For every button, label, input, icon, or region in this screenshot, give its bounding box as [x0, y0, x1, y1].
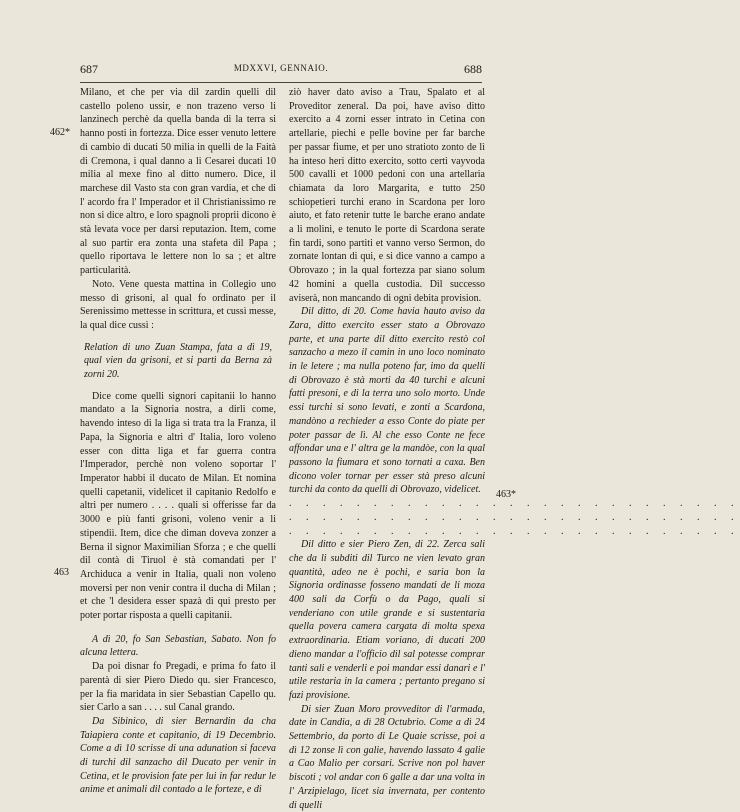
- running-title: MDXXVI, GENNAIO.: [233, 63, 329, 73]
- ellipsis-line: . . . . . . . . . . . . . . . . . . . . . . . . . . .: [289, 525, 740, 537]
- ellipsis-line: . . . . . . . . . . . . . . . . . . . . . . . . . . .: [289, 511, 740, 523]
- date-heading: A dì 20, fo San Sebastian, Sabato. Non fo alcuna lettera.: [80, 633, 276, 659]
- paragraph: Di sier Zuan Moro provveditor di l'armada, date in Candia, a dì 28 Octubrio. Come a dì 24 Settembrio, da porto di Le Quaie scrisse, poi a dì 12 zonse lì con galie, havendo lassato 4 galie a Cao Malio per corsari. Scrive non pol haver biscoti ; vol andar con 6 galle a dar una volta in l' Arzipielago, licet sia invernata, per contento di quelli: [289, 703, 485, 811]
- paragraph: Dil ditto e sier Piero Zen, di 22. Zerca sali che da li subditi dil Turco ne vien levato gran quantità, adeo ne è pochi, e saria bon la Signoria ordinasse fosseno mandati de li moza 400 sali da Corfù o da Pago, quali si venderiano con utile grande e si sustentaria quella povera camera cargata di molta spexa extraordinaria. Etiam voriano, di ducati 200 dieno mandar a l'officio dil sal potesse comprar tanti sali e venderli e poi mandar essi danari e l' utile restaria in la camera ; pertanto pregano si fazi provisione.: [289, 539, 485, 701]
- margin-number-463-right: 463*: [496, 489, 516, 500]
- paragraph: Dil ditto, di 20. Come havia hauto aviso da Zara, ditto exercito esser stato a Obrovazo parte, et una parte dil ditto exercito restò col sanzacho a mezo il camin in uno loco nominato in le letere ; ma nulla poteno far, imo da quelli di Obrovazo è stà morti da 40 turchi e alcuni fatti presoni, e di la terra uno solo morto. Unde essi turchi si sono levati, e zonti a Scardona, mandòno a rechieder a esso Conte do piate per poter passar de lì. Al che esso Conte ne fece affondar una e l' altra ge la mandòe, con la qual passono la fiumara et sono tornati a caxa. Ben dicono voler tornar per esser stà preso alcuni turchi da conto da quelli di Obrovazo, videlicet.: [289, 306, 485, 496]
- paragraph: Noto. Vene questa mattina in Collegio uno messo di grisoni, al qual fo ordinato per il Serenissimo mettesse in scrittura, et cussì messe, la qual dice cussì :: [80, 278, 276, 331]
- paragraph: ziò haver dato aviso a Trau, Spalato et al Proveditor zeneral. Da poi, have aviso ditto exercito a 4 zorni esser intrato in Cetina con artellarie, piechi e pelle bovine per far barche per passar fiume, et per uno stratioto zonto de lì ha inteso heri ditto exercito, sotto certi vayvoda 500 cavalli et 1000 pedoni con una artellaria chiamata da loro Margarita, e tutto 250 schiopetieri turchi erano in Scardona per loro aiuto, et fato retenir tutte le barche erano andate a li molini, e tenuto le porte di Scardona serate fin tardi, sono partiti et vanno verso Sermon, do zornate lontan di qui, e si dice vanno a campo a Obrovazo ; in la qual fortezza par siano solum 42 homini a quella custodia. Dil successo aviserà, non mancando di ogni debita provision.: [289, 87, 485, 304]
- margin-number-463: 463: [54, 567, 69, 578]
- ellipsis-line: . . . . . . . . . . . . . . . . . . . . . . . . . . .: [289, 498, 740, 510]
- page-number-left: 687: [80, 62, 98, 76]
- paragraph: Dice come quelli signori capitanii lo hanno mandato a la Signoria nostra, a dirli come, havendo inteso di la liga si trata tra la Franza, il Papa, la Signoria e altri d' Italia, loro voleno esser con ditta liga et far guerra contra l'Imperador, perchè non voleno soportar l' Imperator habbi il ducato de Milan. Et nomina quelli capetanii, videlicet il capitanio Redolfo e altri per numero . . . . quali si offerisse far da 3000 e più fanti grisoni, voleno venir a li stipendii. Item, dice che diman doveva zonzer a Berna il signor Maximilian Sforza ; e che quelli dil contà di Tiruol è stà comandati per l' Archiduca a venir in Italia, quali non voleno moversi per non venir contra il ducha di Milan ; et che 'l desidera esser spazà di qui presto per poter portar risposta a quelli capitanii.: [80, 390, 276, 622]
- margin-number-462: 462*: [50, 127, 70, 138]
- spacer: [80, 623, 276, 633]
- paragraph: Milano, et che per via dil zardin quelli dil castello poleno ussir, e non trazeno verso li lanzinech perchè da quella banda di la terra si hanno posti in fortezza. Dice esser venuto lettere di cambio di ducati 50 milia in quelli de la Faità di Cremona, i qual danno a li Cesarei ducati 10 milia al mexe fino al ditto numero. Dice, il marchese dil Vasto sta con gran vardia, et che di l' acordo fra l' Imperador et il Christianissimo re non si dice altro, e loro spagnoli proprii dicono è stà levata voce per darsi reputazion. Item, come al suo partir era zonta una stafeta dil Papa ; quello riportava le lettere non lo sa ; et altre particularità.: [80, 87, 276, 277]
- page-header: [80, 62, 482, 78]
- header-rule: [80, 82, 482, 83]
- page-number-right: 688: [464, 62, 482, 76]
- section-heading: Relation di uno Zuan Stampa, fata a dì 19, qual vien da grisoni, et si partì da Berna zà zorni 20.: [84, 341, 272, 381]
- paragraph: Da poi disnar fo Pregadi, e prima fo fato il parentà di sier Piero Diedo qu. sier Francesco, per la fia maridata in sier Sebastian Capello qu. sier Carlo a san . . . . sul Canal grando.: [80, 661, 276, 714]
- left-column: [80, 86, 276, 797]
- paragraph: Da Sibinico, di sier Bernardin da cha Taiapiera conte et capitanio, di 19 Decembrio. Come a dì 10 scrisse di una adunation si faceva di turchi dil sanzacho dil Ducato per venir in Cetina, et le provision fate per lui in far redur le anime et animali dil contado a le forteze, e di: [80, 715, 276, 796]
